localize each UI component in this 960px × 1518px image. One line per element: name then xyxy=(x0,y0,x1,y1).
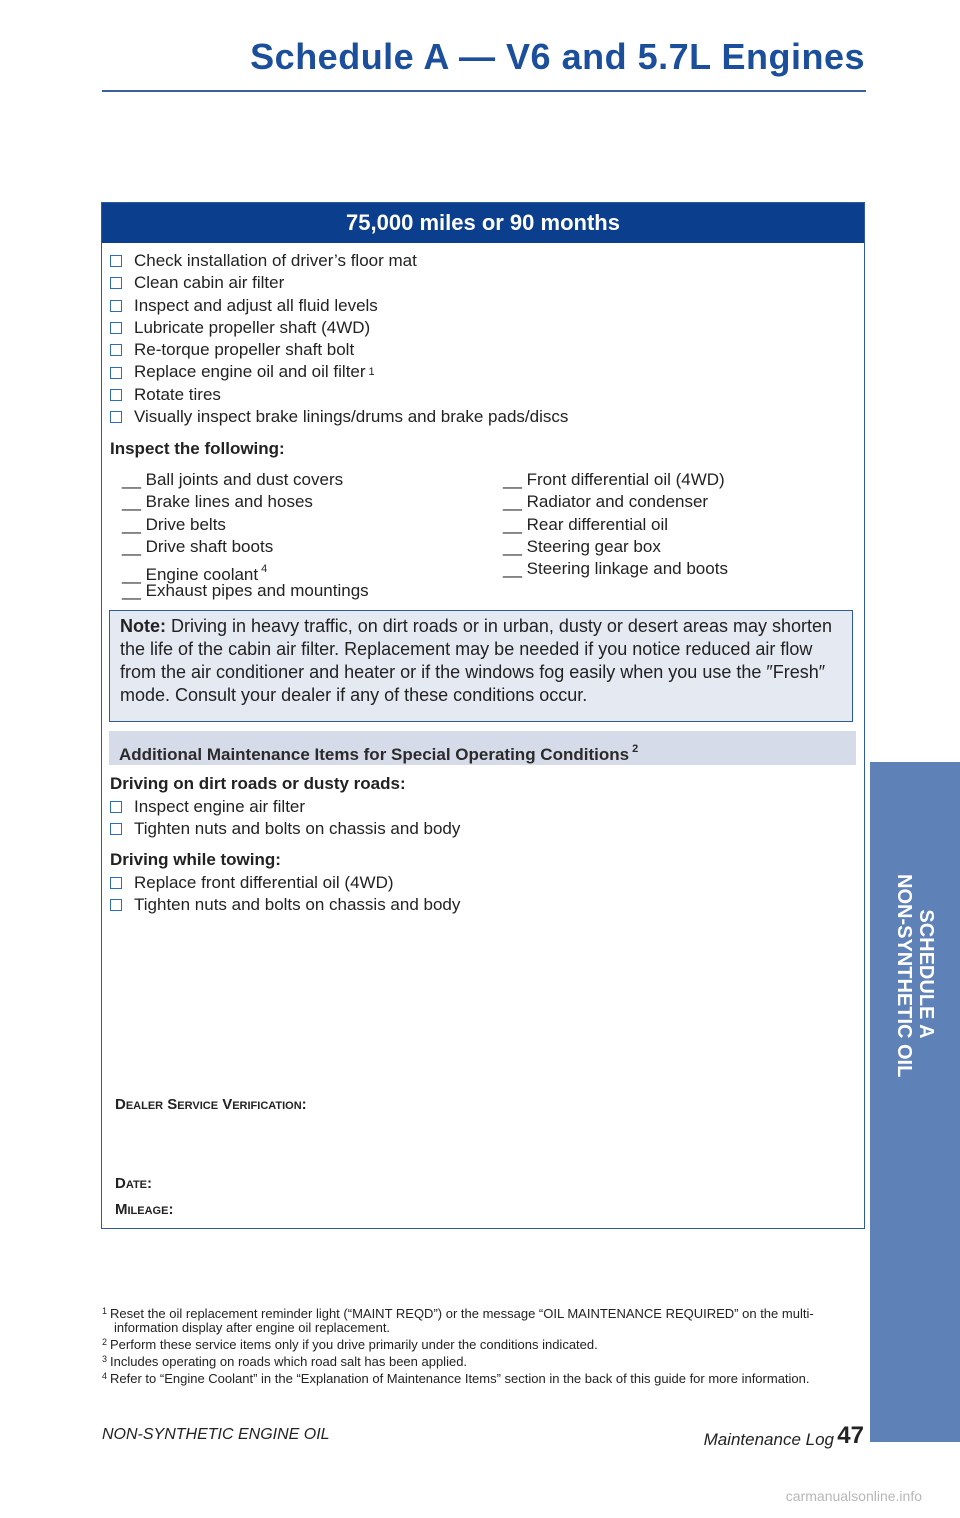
checklist-item xyxy=(110,250,568,272)
checklist-item-label: Inspect engine air filter xyxy=(134,797,306,816)
checkbox-icon[interactable] xyxy=(110,300,122,312)
checklist-item-label: Tighten nuts and bolts on chassis and body xyxy=(134,895,461,915)
inspect-item xyxy=(503,558,728,580)
checklist-item xyxy=(110,796,460,818)
checklist-item xyxy=(110,406,568,428)
inspect-item-label: __ Front differential oil (4WD) xyxy=(503,470,725,489)
inspect-item xyxy=(122,491,369,513)
checklist-item xyxy=(110,818,460,840)
checkbox-icon[interactable] xyxy=(110,801,122,813)
dealer-verification-label: Dealer Service Verification: xyxy=(115,1096,307,1113)
inspect-item xyxy=(122,580,369,602)
footer-left-label: NON-SYNTHETIC ENGINE OIL xyxy=(102,1426,330,1443)
page-title: Schedule A — V6 and 5.7L Engines xyxy=(250,36,865,77)
inspect-item xyxy=(503,491,728,513)
checklist-item-label: Replace front differential oil (4WD) xyxy=(134,873,394,892)
side-tab-label xyxy=(893,874,937,1078)
towing-label: Driving while towing: xyxy=(110,850,281,869)
additional-maintenance-header xyxy=(109,731,856,765)
footnote-text: Refer to “Engine Coolant” in the “Explanation of Maintenance Items” section in the back of this guide for more information. xyxy=(110,1371,810,1386)
inspect-item-label: __ Rear differential oil xyxy=(503,514,669,534)
side-tab-line2: NON-SYNTHETIC OIL xyxy=(893,874,915,1078)
checklist-item-label: Check installation of driver’s floor mat xyxy=(134,251,417,270)
checklist-item-label: Inspect and adjust all fluid levels xyxy=(134,295,378,315)
checkbox-icon[interactable] xyxy=(110,367,122,379)
inspect-item xyxy=(122,469,369,491)
dirt-roads-label: Driving on dirt roads or dusty roads: xyxy=(110,774,406,793)
inspect-list-left xyxy=(122,469,369,603)
footnote-text: Includes operating on roads which road salt has been applied. xyxy=(110,1354,468,1369)
inspect-label: Inspect the following: xyxy=(110,439,285,458)
checkbox-icon[interactable] xyxy=(110,322,122,334)
checklist-item-label: Visually inspect brake linings/drums and brake pads/discs xyxy=(134,407,569,427)
inspect-item xyxy=(122,558,369,585)
inspect-item-label: __ Brake lines and hoses xyxy=(122,492,313,512)
inspect-item-label: __ Ball joints and dust covers xyxy=(122,470,344,489)
footnote-ref: 1 xyxy=(368,366,375,379)
dirt-roads-checklist xyxy=(110,796,460,841)
inspect-item-label: __ Steering gear box xyxy=(503,536,661,556)
inspect-item xyxy=(122,536,369,558)
footnote xyxy=(102,1369,864,1386)
checklist-item-label: Replace engine oil and oil filter xyxy=(134,362,366,382)
checkbox-icon[interactable] xyxy=(110,344,122,356)
note-box xyxy=(109,610,853,722)
footnote-number: 1 xyxy=(102,1306,108,1316)
footnote-number: 2 xyxy=(102,1337,108,1347)
inspect-item-label: __ Drive shaft boots xyxy=(122,536,274,556)
footnote xyxy=(102,1335,864,1352)
checklist-item-label: Tighten nuts and bolts on chassis and body xyxy=(134,819,461,839)
inspect-item-label: __ Exhaust pipes and mountings xyxy=(122,581,369,601)
checklist-item xyxy=(110,339,568,361)
maintenance-box xyxy=(101,202,865,1229)
footnote-number: 4 xyxy=(102,1371,108,1381)
footnote-number: 3 xyxy=(102,1354,108,1364)
watermark: carmanualsonline.info xyxy=(785,1488,922,1504)
main-checklist xyxy=(110,250,568,428)
note-text: Driving in heavy traffic, on dirt roads or in urban, dusty or desert areas may shorten the life of the cabin air filter. Replacement may be needed if you notice reduced air flow from the air conditioner and heater or if the windows fog easily when you use the ″Fresh″ mode. Consult your dealer if any of these conditions occur. xyxy=(120,616,832,705)
checkbox-icon[interactable] xyxy=(110,877,122,889)
checklist-item-label: Rotate tires xyxy=(134,384,221,404)
footnote-text: Perform these service items only if you drive primarily under the conditions indicated. xyxy=(110,1337,598,1352)
footnote-ref: 4 xyxy=(261,563,268,576)
footnote xyxy=(102,1304,864,1335)
checkbox-icon[interactable] xyxy=(110,255,122,267)
checkbox-icon[interactable] xyxy=(110,411,122,423)
checklist-item xyxy=(110,361,568,383)
checklist-item xyxy=(110,317,568,339)
mileage-label: Mileage: xyxy=(115,1201,174,1218)
checklist-item-label: Lubricate propeller shaft (4WD) xyxy=(134,317,371,337)
footer-section-label: Maintenance Log xyxy=(703,1430,834,1449)
checklist-item xyxy=(110,894,460,916)
side-tab-line1: SCHEDULE A xyxy=(915,909,937,1039)
checklist-item xyxy=(110,295,568,317)
interval-header: 75,000 miles or 90 months xyxy=(102,203,864,243)
checkbox-icon[interactable] xyxy=(110,823,122,835)
towing-checklist xyxy=(110,872,460,917)
footnotes xyxy=(102,1304,864,1386)
note-label: Note: xyxy=(120,616,166,636)
footnote-text: Reset the oil replacement reminder light (“MAINT REQD”) or the message “OIL MAINTENANCE REQUIRED” on the multi-information display after engine oil replacement. xyxy=(110,1306,814,1335)
inspect-item xyxy=(503,469,728,491)
checklist-item xyxy=(110,272,568,294)
inspect-item-label: __ Steering linkage and boots xyxy=(503,559,728,579)
inspect-item xyxy=(503,536,728,558)
title-divider xyxy=(102,90,866,92)
inspect-item-label: __ Engine coolant xyxy=(122,565,259,585)
inspect-item-label: __ Drive belts xyxy=(122,514,226,534)
additional-title: Additional Maintenance Items for Special Operating Conditions xyxy=(119,745,630,764)
checkbox-icon[interactable] xyxy=(110,389,122,401)
inspect-item-label: __ Radiator and condenser xyxy=(503,492,709,512)
checkbox-icon[interactable] xyxy=(110,899,122,911)
additional-sup: 2 xyxy=(632,743,639,755)
inspect-list-right xyxy=(503,469,728,580)
inspect-item xyxy=(503,514,728,536)
checklist-item xyxy=(110,872,460,894)
checkbox-icon[interactable] xyxy=(110,277,122,289)
date-label: Date: xyxy=(115,1175,153,1192)
checklist-item xyxy=(110,384,568,406)
page-number: 47 xyxy=(837,1422,864,1449)
footnote xyxy=(102,1352,864,1369)
checklist-item-label: Re-torque propeller shaft bolt xyxy=(134,340,355,360)
checklist-item-label: Clean cabin air filter xyxy=(134,273,285,293)
side-tab xyxy=(870,762,960,1442)
inspect-item xyxy=(122,514,369,536)
